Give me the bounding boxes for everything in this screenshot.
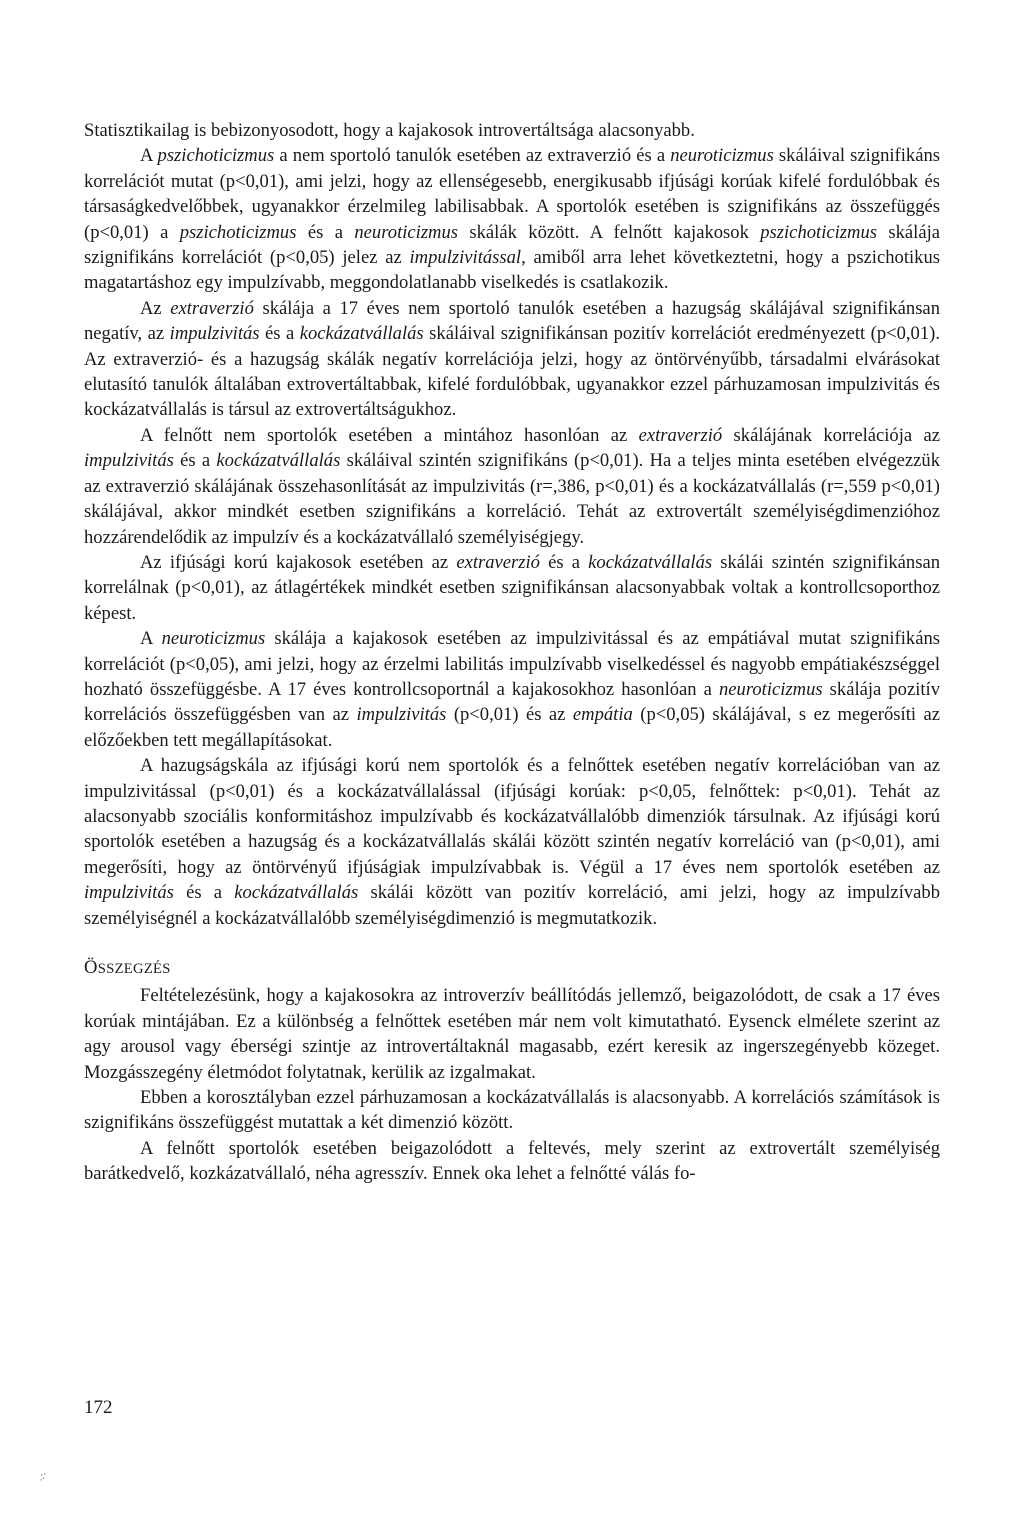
text-run: skálájának korrelációja az <box>722 424 940 446</box>
paragraph <box>84 143 940 295</box>
scan-speck: .:· <box>35 1468 50 1484</box>
italic-term: neuroticizmus <box>161 628 266 650</box>
italic-term: extraverzió <box>456 551 540 573</box>
italic-term: pszichoticizmus <box>157 145 275 167</box>
text-run: skálája a 17 éves nem sportoló tanulók esetében a hazugság skálájával szignifikánsan negatív, az <box>84 297 940 345</box>
text-run: skálái szintén szignifikánsan korrelálnak (p<0,01), az átlagértékek mindkét esetben szignifikánsan alacsonyabbak voltak a kontrollcsoporthoz képest. <box>84 551 940 624</box>
paragraph <box>84 118 940 143</box>
paragraph <box>84 983 940 1085</box>
italic-term: neuroticizmus <box>670 145 774 167</box>
text-run: és a <box>173 450 217 472</box>
text-run: A felnőtt sportolók esetében beigazolódott a feltevés, mely szerint az extrovertált személyiség barátkedvelő, kozkázatvállaló, néha agresszív. Ennek oka lehet a felnőtté válás fo- <box>84 1137 940 1185</box>
paragraph <box>84 753 940 931</box>
text-run: a nem sportoló tanulók esetében az extraverzió és a <box>274 145 671 167</box>
text-run: Az ifjúsági korú kajakosok esetében az <box>140 551 457 573</box>
text-run: Statisztikailag is bebizonyosodott, hogy a kajakosok introvertáltsága alacsonyabb. <box>84 120 695 141</box>
text-run: skálái között van pozitív korreláció, ami jelzi, hogy az impulzívabb személyiségnél a kockázatvállalóbb személyiségdimenzió is megmutatkozik. <box>84 882 940 929</box>
text-run: skáláival szignifikáns korrelációt mutat (p<0,01), ami jelzi, hogy az ellenségesebb, energikusabb ifjúsági korúak kifelé fordulóbbak és társaságkedvelőbbek, ugyanakkor érzelmileg labilisabbak. A sportolók esetében is szignifikáns az összefüggés (p<0,01) a <box>84 145 940 243</box>
text-run: skálája szignifikáns korrelációt (p<0,05) jelez az <box>84 221 940 269</box>
italic-term: empátia <box>572 704 633 726</box>
text-run: és a <box>296 221 355 243</box>
text-run: A felnőtt nem sportolók esetében a mintához hasonlóan az <box>140 424 639 446</box>
text-run: skáláival szignifikánsan pozitív korrelációt eredményezett (p<0,01). Az extraverzió- és a hazugság skálák negatív korrelációja jelzi, hogy az öntörvényűbb, társadalmi elvárásokat elutasító tanulók általában extrovertáltabbak, kifelé fordulóbbak, ugyanakkor ezzel párhuzamosan impulzivitás és kockázatvállalás is társul az extrovertáltságukhoz. <box>84 323 940 421</box>
text-run: és a <box>259 323 300 345</box>
italic-term: kockázatvállalás <box>234 882 359 904</box>
italic-term: impulzivitás <box>84 450 174 472</box>
italic-term: kockázatvállalás <box>299 323 424 345</box>
italic-term: kockázatvállalás <box>216 450 341 472</box>
italic-term: extraverzió <box>170 297 254 319</box>
paragraph <box>84 550 940 626</box>
italic-term: extraverzió <box>638 424 723 446</box>
text-run: (p<0,05) skálájával, s ez megerősíti az előzőekben tett megállapításokat. <box>84 704 940 751</box>
page-number: 172 <box>84 1397 113 1418</box>
text-run: A <box>140 628 162 650</box>
italic-term: pszichoticizmus <box>760 221 877 243</box>
page-body <box>84 118 940 1187</box>
paragraph <box>84 423 940 550</box>
text-run: amiből arra lehet következtetni, hogy a pszichotikus magatartáshoz egy impulzívabb, meggondolatlanabb viselkedés is csatlakozik. <box>84 247 940 294</box>
italic-term: neuroticizmus <box>718 678 823 700</box>
text-run: Az <box>140 297 171 319</box>
text-run: A hazugságskála az ifjúsági korú nem sportolók és a felnőttek esetében negatív korrelációban van az impulzivitással (p<0,01) és a kockázatvállalással (ifjúsági korúak: p<0,05, felnőttek: p<0,01). Tehát az alacsonyabb szociális konformitáshoz impulzívabb és kockázatvállalóbb dimenziók társulnak. Az ifjúsági korú sportolók esetében a hazugság és a kockázatvállalás skálái között szintén negatív korreláció van (p<0,01), ami megerősíti, hogy az öntörvényű ifjúságiak impulzívabbak is. Végül a 17 éves nem sportolók esetében az <box>84 755 940 878</box>
body-text <box>84 118 940 931</box>
italic-term: neuroticizmus <box>354 221 459 243</box>
italic-term: kockázatvállalás <box>588 551 713 573</box>
italic-term: impulzivitás <box>169 323 260 345</box>
italic-term: pszichoticizmus <box>179 221 297 243</box>
text-run: és a <box>173 882 235 904</box>
text-run: (p<0,01) és az <box>446 704 573 726</box>
italic-term: impulzivitás <box>84 882 174 904</box>
section-heading: ÖSSZEGZÉS <box>84 957 171 978</box>
text-run: skálája a kajakosok esetében az impulzivitással és az empátiával mutat szignifikáns korrelációt (p<0,05), ami jelzi, hogy az érzelmi labilitás impulzívabb viselkedéssel és nagyobb empátiakészséggel hozható összefüggésbe. A 17 éves kontrollcsoportnál a kajakosokhoz hasonlóan a <box>84 628 940 700</box>
text-run: Ebben a korosztályban ezzel párhuzamosan a kockázatvállalás is alacsonyabb. A korrelációs számítások is szignifikáns összefüggést mutattak a két dimenzió között. <box>84 1087 940 1134</box>
text-run: és a <box>539 551 589 573</box>
text-run: skálák között. A felnőtt kajakosok <box>458 221 761 243</box>
italic-term: impulzivitás <box>356 704 447 726</box>
text-run: Feltételezésünk, hogy a kajakosokra az introverzív beállítódás jellemző, beigazolódott, de csak a 17 éves korúak mintájában. Ez a különbség a felnőttek esetében már nem volt kimutatható. Eysenck elmélete szerint az agy arousol vagy éberségi szintje az introvertáltaknál magasabb, ezért keresik az ingerszegényebb közeget. Mozgásszegény életmódot folytatnak, kerülik az izgalmakat. <box>84 985 940 1083</box>
paragraph <box>84 1136 940 1187</box>
text-run: A <box>140 145 158 167</box>
paragraph <box>84 626 940 753</box>
italic-term: impulzivitással, <box>409 247 526 269</box>
paragraph <box>84 296 940 423</box>
text-run: skálája pozitív korrelációs összefüggésben van az <box>84 678 940 726</box>
paragraph <box>84 1085 940 1136</box>
text-run: skáláival szintén szignifikáns (p<0,01). Ha a teljes minta esetében elvégezzük az extraverzió skálájának összehasonlítását az impulzivitás (r=,386, p<0,01) és a kockázatvállalás (r=,559 p<0,01) skálájával, akkor mindkét esetben szignifikáns a korreláció. Tehát az extrovertált személyiségdimenzióhoz hozzárendelődik az impulzív és a kockázatvállaló személyiségjegy. <box>84 450 940 548</box>
summary-text <box>84 983 940 1186</box>
